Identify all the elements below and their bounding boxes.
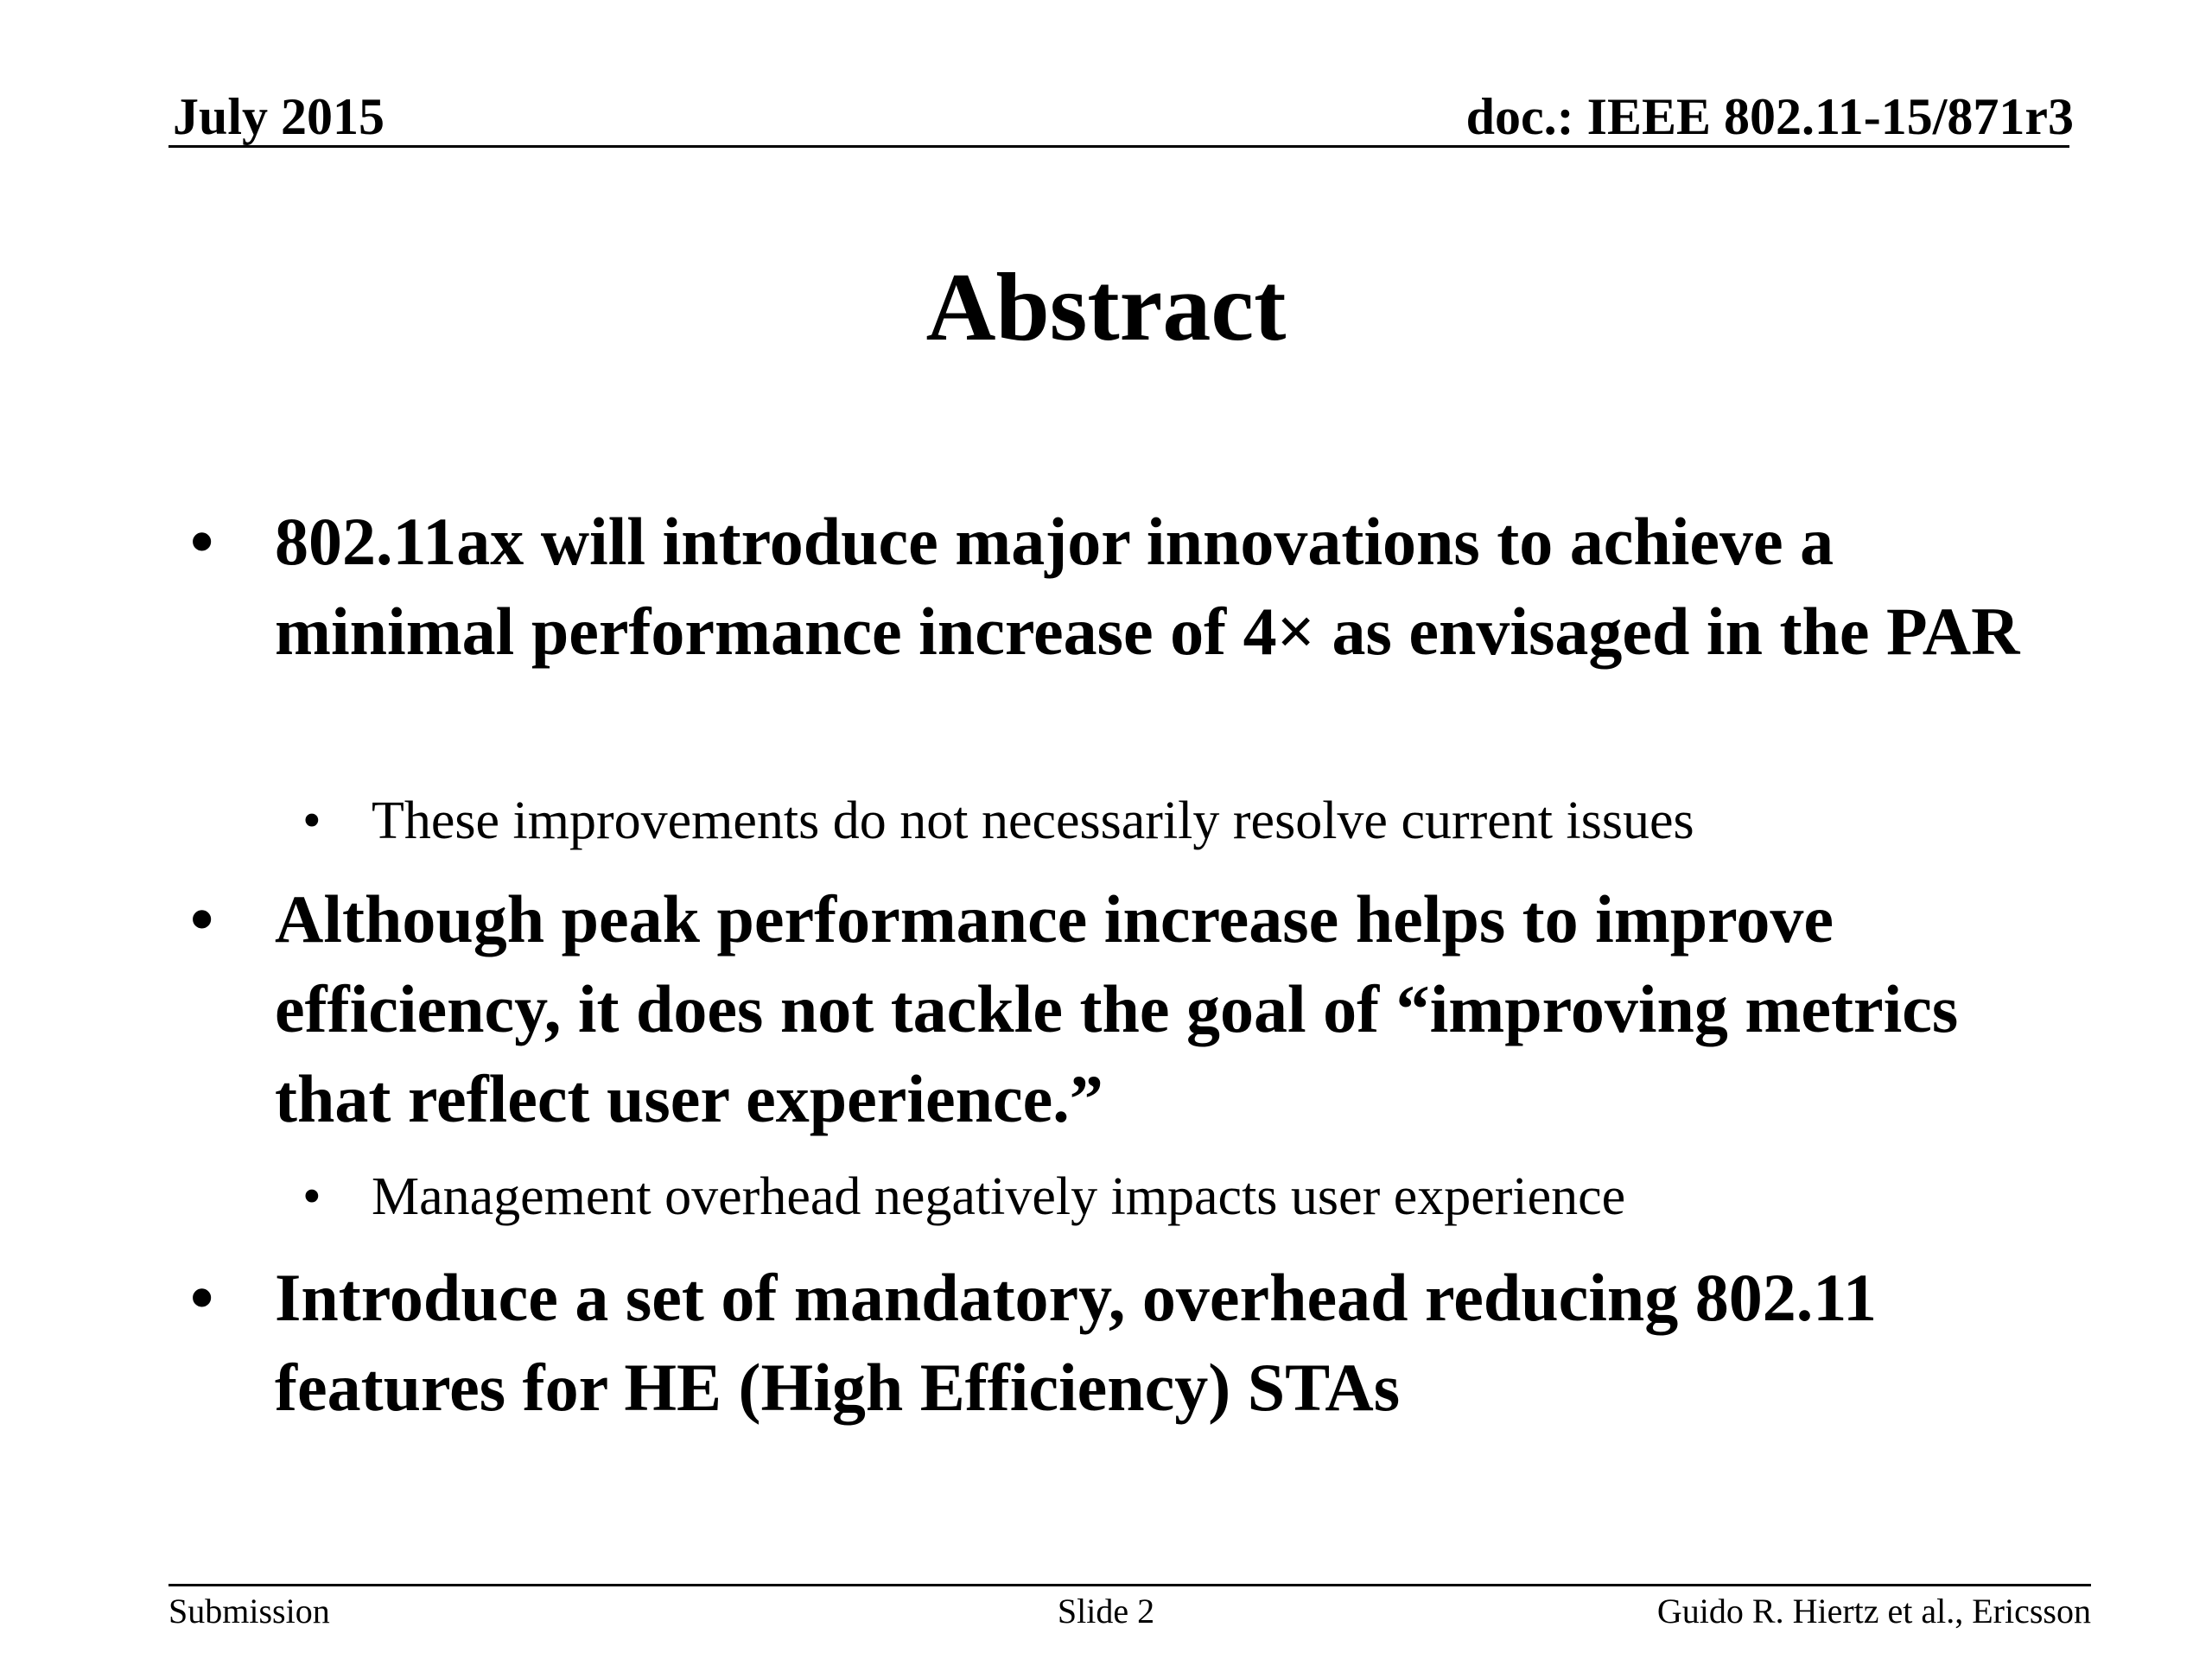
footer-author: Guido R. Hiertz et al., Ericsson xyxy=(1656,1592,2091,1630)
footer-submission: Submission xyxy=(168,1592,330,1630)
bullet-icon: • xyxy=(190,1260,214,1335)
footer-slide-number: Slide 2 xyxy=(1057,1592,1155,1630)
bullet-text: 802.11ax will introduce major innovations to achieve a minimal performance increase of 4× as envisaged in the PAR xyxy=(275,504,2020,669)
bullet-icon: • xyxy=(190,881,214,957)
bullet-text: Although peak performance increase helps to improve efficiency, it does not tackle the goal of “improving metrics that reflect user experience.” xyxy=(275,881,1959,1136)
sub-bullet-text: Management overhead negatively impacts user experience xyxy=(372,1167,1626,1226)
sub-bullet-text: These improvements do not necessarily resolve current issues xyxy=(372,791,1694,850)
footer-divider xyxy=(168,1584,2091,1586)
sub-bullet-icon: • xyxy=(302,1167,321,1226)
header-doc-id: doc.: IEEE 802.11-15/871r3 xyxy=(1465,88,2074,145)
sub-bullet-icon: • xyxy=(302,791,321,850)
header-date: July 2015 xyxy=(173,88,385,145)
slide-title: Abstract xyxy=(925,254,1287,361)
bullet-icon: • xyxy=(190,504,214,579)
bullet-text: Introduce a set of mandatory, overhead reducing 802.11 features for HE (High Efficiency) STAs xyxy=(275,1260,1877,1425)
